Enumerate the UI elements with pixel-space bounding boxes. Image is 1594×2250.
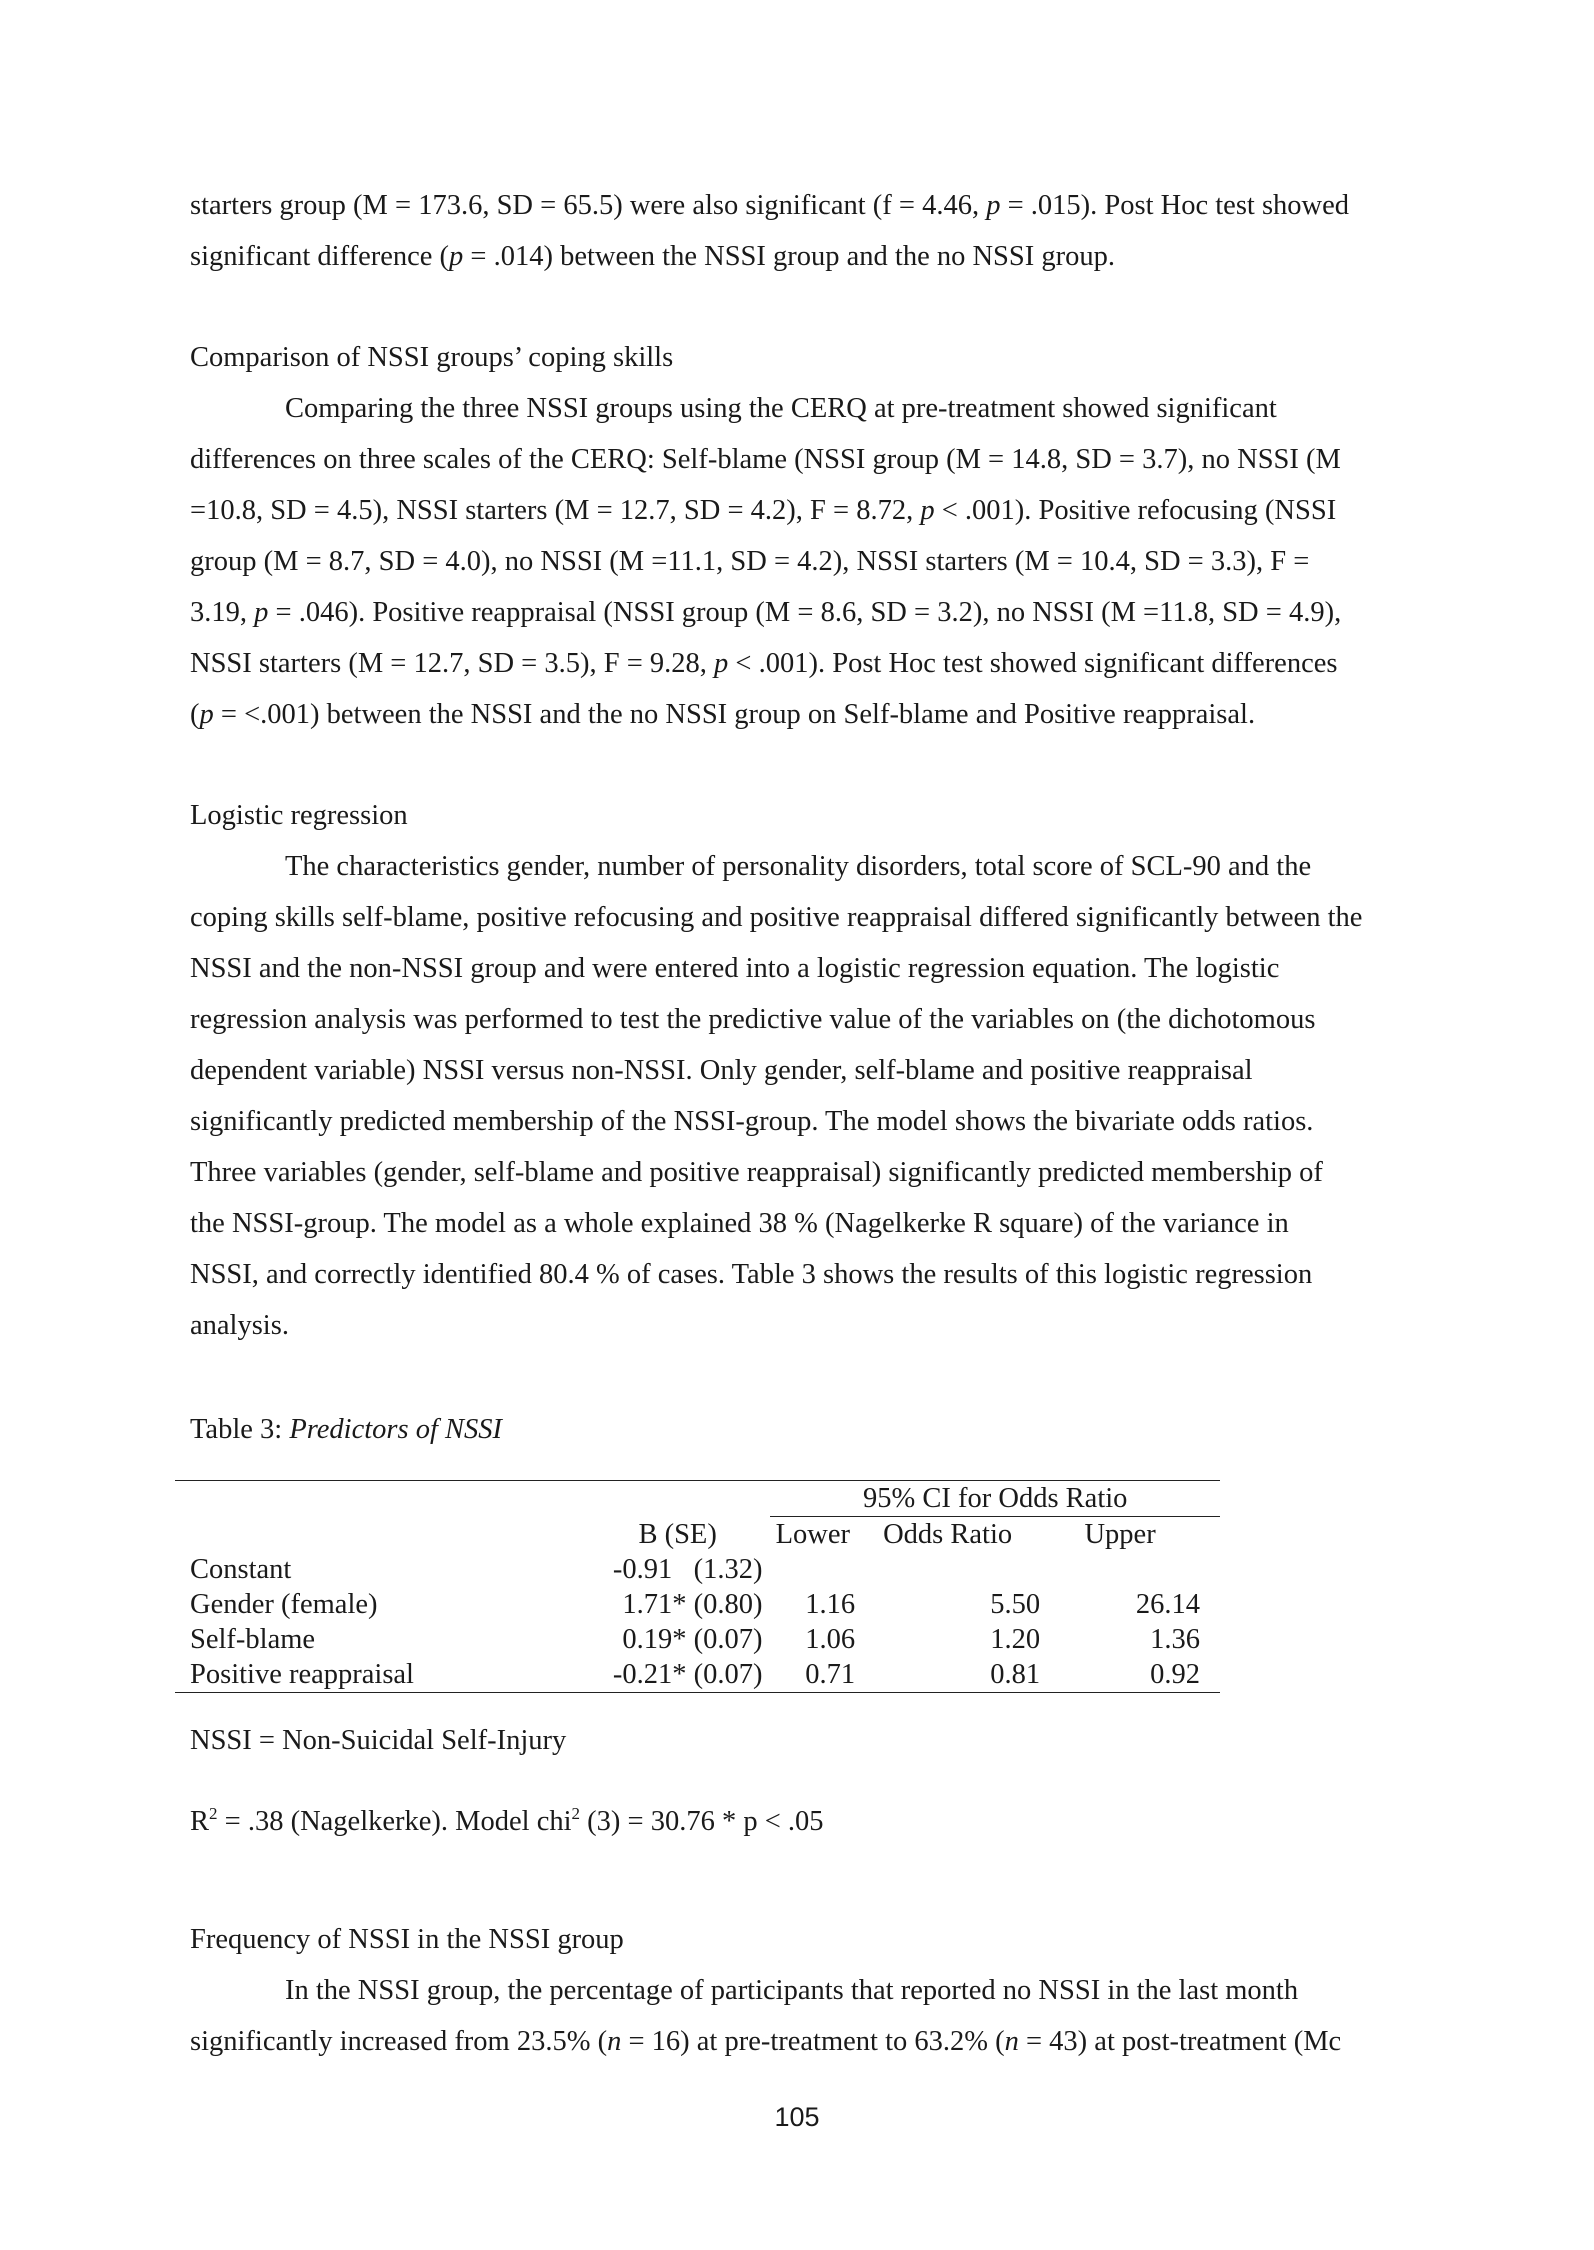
ci-header: 95% CI for Odds Ratio <box>770 1481 1220 1517</box>
table-note: NSSI = Non-Suicidal Self-Injury <box>190 1725 567 1756</box>
col-header-b: B (SE) <box>638 1518 717 1550</box>
section-coping-skills <box>190 332 1420 740</box>
table-row <box>175 1552 1220 1587</box>
section-frequency <box>190 1914 1420 2067</box>
section-heading: Logistic regression <box>190 800 408 831</box>
table-caption: Table 3: Predictors of NSSI <box>190 1414 502 1445</box>
text-line: analysis. <box>190 1310 289 1341</box>
row-lower: 0.71 <box>770 1657 855 1693</box>
row-lower: 1.06 <box>805 1624 856 1655</box>
section-heading: Comparison of NSSI groups’ coping skills <box>190 342 674 373</box>
row-b: -0.21* (0.07) <box>593 1657 771 1693</box>
text-line: significantly increased from 23.5% (n = 16) at pre-treatment to 63.2% (n = 43) at post-treatment (Mc <box>190 2026 1342 2057</box>
text-line: NSSI starters (M = 12.7, SD = 3.5), F = 9.28, p < .001). Post Hoc test showed significant differences <box>190 648 1338 679</box>
row-upper: 26.14 <box>1135 1589 1200 1620</box>
row-variable: Constant <box>190 1554 292 1585</box>
col-header-upper: Upper <box>1084 1519 1156 1550</box>
table-row <box>175 1657 1220 1693</box>
section-logistic-regression <box>190 790 1420 1351</box>
table-header-row <box>175 1517 1220 1553</box>
table-row <box>175 1622 1220 1657</box>
row-variable: Gender (female) <box>190 1589 378 1620</box>
text-line: The characteristics gender, number of personality disorders, total score of SCL-90 and the <box>285 851 1312 882</box>
table-row <box>175 1587 1220 1622</box>
text-line: the NSSI-group. The model as a whole explained 38 % (Nagelkerke R square) of the variance in <box>190 1208 1289 1239</box>
text-line: 3.19, p = .046). Positive reappraisal (NSSI group (M = 8.6, SD = 3.2), no NSSI (M =11.8, SD = 4.9), <box>190 597 1342 628</box>
row-odds: 0.81 <box>855 1657 1040 1693</box>
text-line: starters group (M = 173.6, SD = 65.5) were also significant (f = 4.46, p = .015). Post Hoc test showed <box>190 190 1350 221</box>
page-number: 105 <box>774 2102 820 2132</box>
text-line: significant difference (p = .014) between the NSSI group and the no NSSI group. <box>190 241 1115 272</box>
col-header-odds: Odds Ratio <box>883 1519 1013 1550</box>
col-header-lower: Lower <box>775 1519 850 1550</box>
text-line: In the NSSI group, the percentage of participants that reported no NSSI in the last month <box>285 1975 1299 2006</box>
text-line: Comparing the three NSSI groups using the CERQ at pre-treatment showed significant <box>285 393 1277 424</box>
row-upper <box>1040 1552 1220 1587</box>
text-line: =10.8, SD = 4.5), NSSI starters (M = 12.7, SD = 4.2), F = 8.72, p < .001). Positive refocusing (NSSI <box>190 495 1337 526</box>
row-b: 0.19* (0.07) <box>622 1624 763 1655</box>
row-odds: 1.20 <box>990 1624 1041 1655</box>
text-line: significantly predicted membership of the NSSI-group. The model shows the bivariate odds ratios. <box>190 1106 1314 1137</box>
row-variable: Self-blame <box>190 1624 316 1655</box>
row-lower: 1.16 <box>805 1589 856 1620</box>
text-line: NSSI and the non-NSSI group and were entered into a logistic regression equation. The logistic <box>190 953 1280 984</box>
text-line: Three variables (gender, self-blame and positive reappraisal) significantly predicted membership of <box>190 1157 1323 1188</box>
row-b: -0.91 (1.32) <box>612 1554 763 1585</box>
row-upper: 1.36 <box>1150 1624 1200 1655</box>
predictors-table <box>175 1480 1220 1693</box>
row-odds: 5.50 <box>990 1589 1041 1620</box>
section-heading: Frequency of NSSI in the NSSI group <box>190 1924 624 1955</box>
text-line: (p = <.001) between the NSSI and the no NSSI group on Self-blame and Positive reappraisal. <box>190 699 1256 730</box>
text-line: coping skills self-blame, positive refocusing and positive reappraisal differed significantly between the <box>190 902 1363 933</box>
text-line: NSSI, and correctly identified 80.4 % of cases. Table 3 shows the results of this logistic regression <box>190 1259 1313 1290</box>
table-header-ci <box>175 1481 1220 1517</box>
paragraph-continuation <box>190 180 1420 282</box>
text-line: differences on three scales of the CERQ: Self-blame (NSSI group (M = 14.8, SD = 3.7), no NSSI (M <box>190 444 1341 475</box>
text-line: regression analysis was performed to test the predictive value of the variables on (the dichotomous <box>190 1004 1316 1035</box>
row-b: 1.71* (0.80) <box>622 1589 763 1620</box>
row-variable: Positive reappraisal <box>175 1657 593 1693</box>
row-odds <box>855 1552 1040 1587</box>
row-lower <box>770 1552 855 1587</box>
row-upper: 0.92 <box>1040 1657 1220 1693</box>
text-line: group (M = 8.7, SD = 4.0), no NSSI (M =11.1, SD = 4.2), NSSI starters (M = 10.4, SD = 3.3), F = <box>190 546 1310 577</box>
model-summary: $R^2 = .38$ (Nagelkerke). Model chi$^2$ (3) = 30.76 * p < .05 <box>190 1804 824 1837</box>
text-line: dependent variable) NSSI versus non-NSSI. Only gender, self-blame and positive reappraisal <box>190 1055 1253 1086</box>
